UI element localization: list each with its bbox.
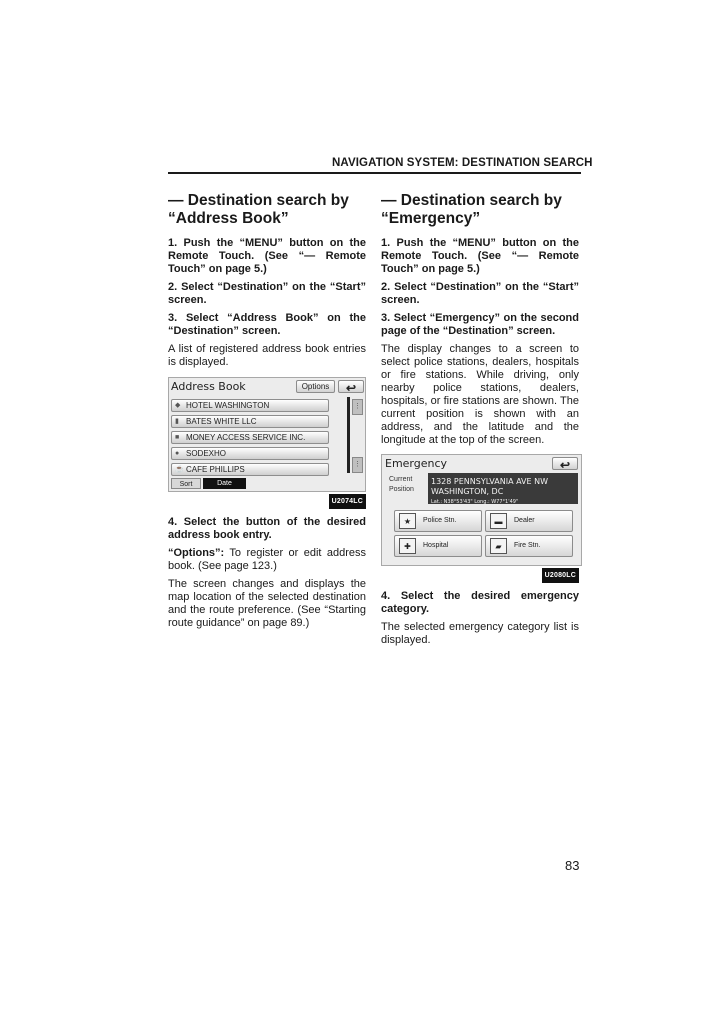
sort-label: Sort bbox=[171, 478, 201, 489]
address-entry-hotel-washington: ◆ HOTEL WASHINGTON bbox=[171, 399, 329, 412]
options-term: “Options”: bbox=[168, 547, 225, 559]
options-button: Options bbox=[296, 380, 335, 393]
emergency-screenshot bbox=[381, 454, 582, 566]
police-badge-icon: ★ bbox=[399, 513, 416, 529]
header-rule bbox=[168, 172, 581, 174]
options-desc: To register or edit address book. (See page 123.) bbox=[168, 547, 366, 572]
address-entry-bates-white: ▮ BATES WHITE LLC bbox=[171, 415, 329, 428]
hospital-button: ✚ Hospital bbox=[394, 535, 482, 557]
building-icon: ▮ bbox=[175, 418, 179, 425]
page-number: 83 bbox=[565, 858, 580, 873]
coordinates: Lat.: N38°53'43" Long.: W77°1'49" bbox=[431, 499, 519, 505]
current-position-panel bbox=[428, 473, 578, 504]
screenshot-id-label: U2074LC bbox=[168, 494, 366, 509]
screenshot-id-label: U2080LC bbox=[381, 568, 579, 583]
step-1-text: 1. Push the “MENU” button on the Remote Touch. (See “— Remote Touch” on page 5.) bbox=[168, 237, 366, 275]
running-header: NAVIGATION SYSTEM: DESTINATION SEARCH bbox=[332, 157, 593, 169]
back-icon: ↩ bbox=[559, 458, 571, 472]
bank-icon: ■ bbox=[175, 434, 180, 441]
cup-icon: ☕ bbox=[175, 466, 184, 473]
back-button bbox=[552, 457, 578, 470]
step-2-text: 2. Select “Destination” on the “Start” screen. bbox=[381, 281, 579, 306]
back-button bbox=[338, 380, 364, 393]
step-3-text: 3. Select “Address Book” on the “Destination” screen. bbox=[168, 312, 366, 337]
address-book-screen-title: Address Book bbox=[171, 380, 246, 393]
fire-truck-icon: ▰ bbox=[490, 538, 507, 554]
address-line-1: 1328 PENNSYLVANIA AVE NW bbox=[431, 477, 549, 486]
step-1-text: 1. Push the “MENU” button on the Remote Touch. (See “— Remote Touch” on page 5.) bbox=[381, 237, 579, 275]
police-station-button: ★ Police Stn. bbox=[394, 510, 482, 532]
step-2-text: 2. Select “Destination” on the “Start” screen. bbox=[168, 281, 366, 306]
dealer-button: ▬ Dealer bbox=[485, 510, 573, 532]
step-4-text: 4. Select the button of the desired address book entry. bbox=[168, 516, 366, 541]
address-entry-money-access: ■ MONEY ACCESS SERVICE INC. bbox=[171, 431, 329, 444]
emergency-section-title: — Destination search by “Emergency” bbox=[381, 192, 562, 227]
address-entry-sodexho: ● SODEXHO bbox=[171, 447, 329, 460]
step-4-text: 4. Select the desired emergency category. bbox=[381, 590, 579, 615]
circle-icon: ● bbox=[175, 450, 180, 457]
current-position-label: Current Position bbox=[389, 476, 414, 493]
scroll-down-icon: ⋮ bbox=[352, 457, 363, 473]
emergency-screen-title: Emergency bbox=[385, 457, 448, 470]
options-description bbox=[168, 547, 366, 573]
scroll-up-icon: ⋮ bbox=[352, 399, 363, 415]
hospital-icon: ✚ bbox=[399, 538, 416, 554]
fire-station-button: ▰ Fire Stn. bbox=[485, 535, 573, 557]
scrollbar bbox=[347, 397, 350, 473]
address-book-screenshot bbox=[168, 377, 366, 492]
hotel-icon: ◆ bbox=[175, 402, 181, 409]
back-icon: ↩ bbox=[345, 381, 357, 395]
address-line-2: WASHINGTON, DC bbox=[431, 487, 504, 496]
map-location-description: The screen changes and displays the map location of the selected destination and the route preference. (See “Starting route guidance” on page 89.) bbox=[168, 578, 366, 629]
address-entry-cafe-phillips: ☕ CAFE PHILLIPS bbox=[171, 463, 329, 476]
dealer-icon: ▬ bbox=[490, 513, 507, 529]
category-list-description: The selected emergency category list is displayed. bbox=[381, 621, 579, 646]
emergency-description: The display changes to a screen to select police stations, dealers, hospitals or fire stations. While driving, only nearby police stations, dealers, hospitals, or fire stations are shown. The current position is shown with an address, and the latitude and the longitude at the top of the screen. bbox=[381, 343, 579, 446]
address-book-column bbox=[168, 192, 366, 635]
date-sort-button: Date bbox=[203, 478, 246, 489]
emergency-column bbox=[381, 192, 579, 652]
address-book-section-title: — Destination search by “Address Book” bbox=[168, 192, 349, 227]
step-3-text: 3. Select “Emergency” on the second page of the “Destination” screen. bbox=[381, 312, 579, 337]
address-list-description: A list of registered address book entries is displayed. bbox=[168, 343, 366, 368]
